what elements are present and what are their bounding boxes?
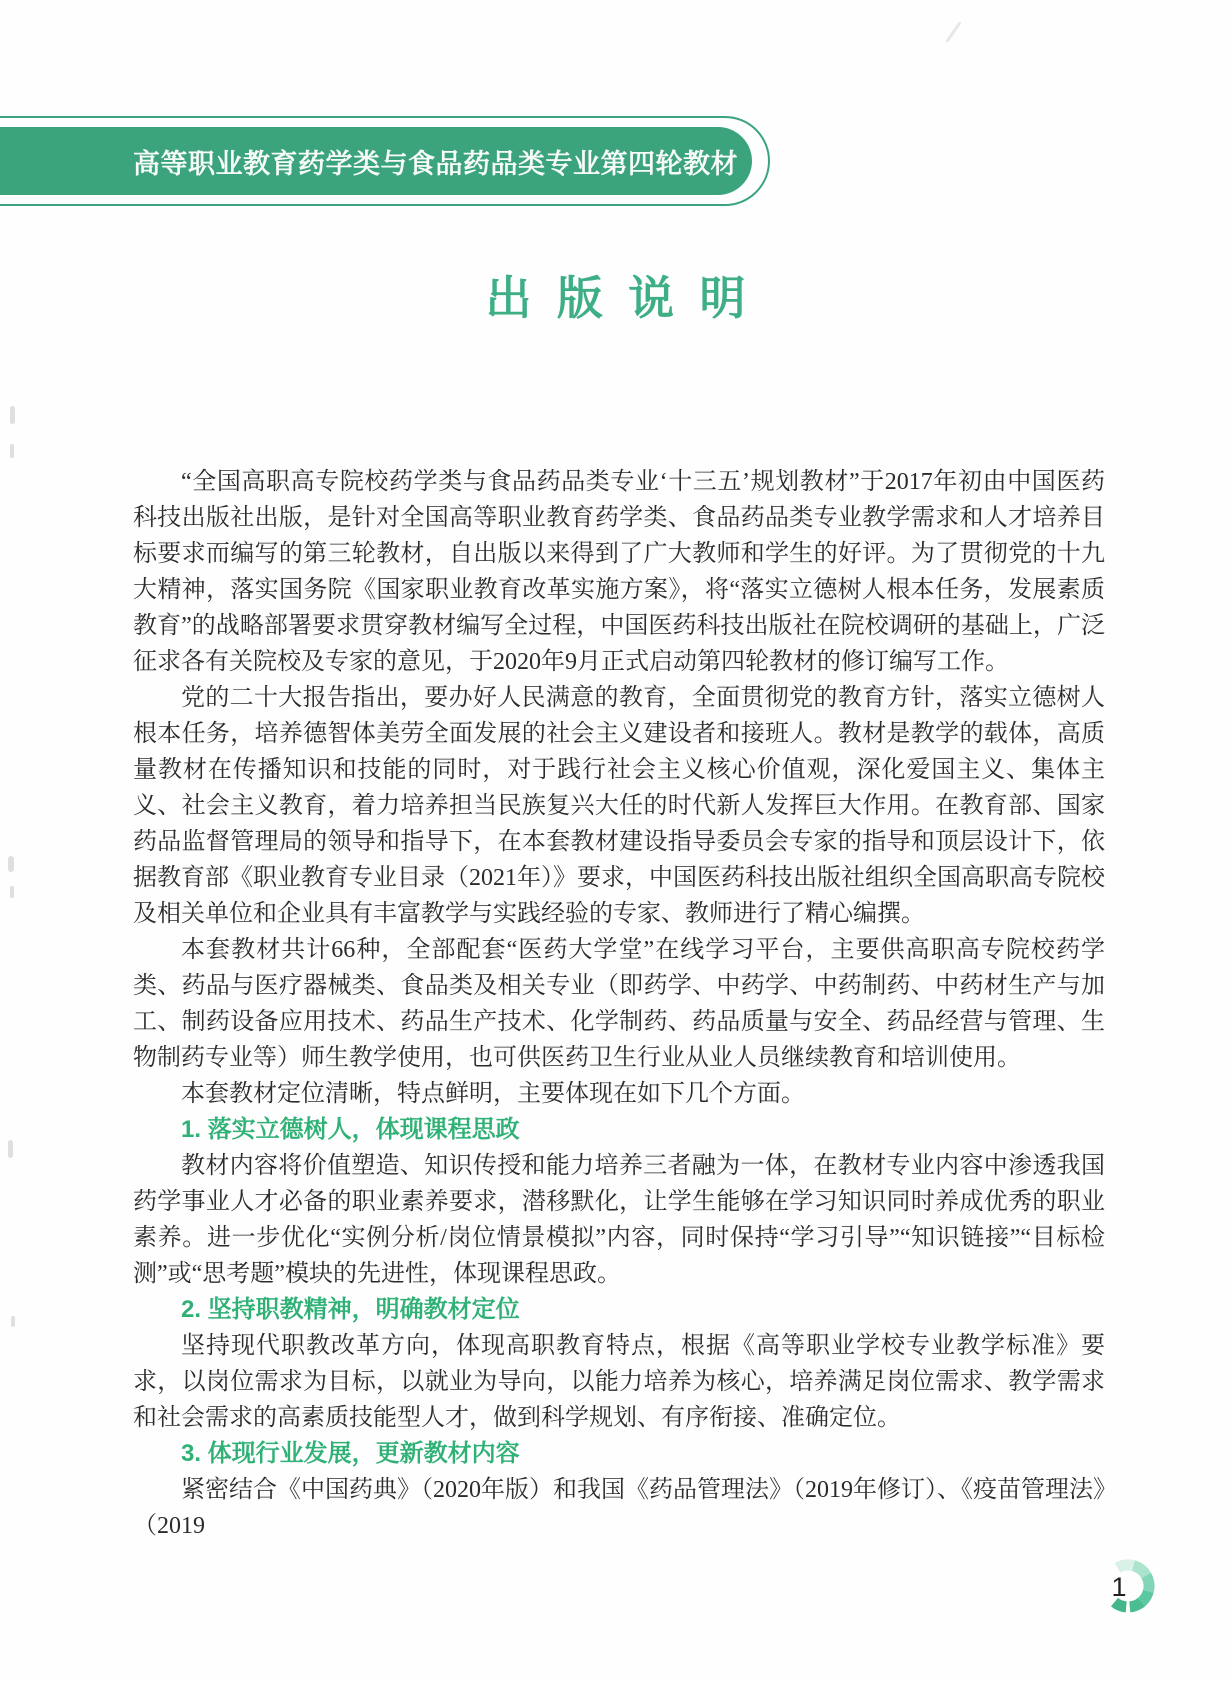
paragraph-section-2: 坚持现代职教改革方向，体现高职教育特点，根据《高等职业学校专业教学标准》要求，以岗位需求为目标，以就业为导向，以能力培养为核心，培养满足岗位需求、教学需求和社会需求的高素质技能型人才，做到科学规划、有序衔接、准确定位。 [133, 1333, 1105, 1431]
page-title: 出版说明 [485, 273, 771, 324]
scan-artifact [945, 21, 961, 42]
scan-artifact [8, 1140, 13, 1158]
series-banner-label: 高等职业教育药学类与食品药品类专业第四轮教材 [133, 148, 738, 179]
scan-artifact [8, 856, 14, 872]
section-heading-1: 1. 落实立德树人，体现课程思政 [181, 1116, 520, 1143]
paragraph-section-3: 紧密结合《中国药典》（2020年版）和我国《药品管理法》（2019年修订）、《疫苗管理法》（2019 [133, 1477, 1105, 1539]
scan-artifact [10, 886, 14, 898]
series-banner [0, 127, 752, 195]
paragraph-features-intro: 本套教材定位清晰，特点鲜明，主要体现在如下几个方面。 [181, 1081, 805, 1107]
paragraph-section-1: 教材内容将价值塑造、知识传授和能力培养三者融为一体，在教材专业内容中渗透我国药学事业人才必备的职业素养要求，潜移默化，让学生能够在学习知识同时养成优秀的职业素养。进一步优化“实例分析/岗位情景模拟”内容，同时保持“学习引导”“知识链接”“目标检测”或“思考题”模块的先进性，体现课程思政。 [133, 1153, 1105, 1287]
scan-artifact [10, 444, 14, 458]
document-body [133, 464, 1105, 1544]
page-number: 1 [1111, 1572, 1127, 1602]
paragraph-party-congress: 党的二十大报告指出，要办好人民满意的教育，全面贯彻党的教育方针，落实立德树人根本任务，培养德智体美劳全面发展的社会主义建设者和接班人。教材是教学的载体，高质量教材在传播知识和技能的同时，对于践行社会主义核心价值观，深化爱国主义、集体主义、社会主义教育，着力培养担当民族复兴大任的时代新人发挥巨大作用。在教育部、国家药品监督管理局的领导和指导下，在本套教材建设指导委员会专家的指导和顶层设计下，依据教育部《职业教育专业目录（2021年）》要求，中国医药科技出版社组织全国高职高专院校及相关单位和企业具有丰富教学与实践经验的专家、教师进行了精心编撰。 [133, 685, 1105, 927]
paragraph-series-scope: 本套教材共计66种，全部配套“医药大学堂”在线学习平台，主要供高职高专院校药学类、药品与医疗器械类、食品类及相关专业（即药学、中药学、中药制药、中药材生产与加工、制药设备应用技术、药品生产技术、化学制药、药品质量与安全、药品经营与管理、生物制药专业等）师生教学使用，也可供医药卫生行业从业人员继续教育和培训使用。 [133, 937, 1105, 1071]
scan-artifact [10, 406, 15, 424]
section-heading-3: 3. 体现行业发展，更新教材内容 [181, 1440, 520, 1467]
scan-artifact [11, 1316, 15, 1327]
section-heading-2: 2. 坚持职教精神，明确教材定位 [181, 1296, 520, 1323]
paragraph-publication-history: “全国高职高专院校药学类与食品药品类专业‘十三五’规划教材”于2017年初由中国医药科技出版社出版，是针对全国高等职业教育药学类、食品药品类专业教学需求和人才培养目标要求而编写的第三轮教材，自出版以来得到了广大教师和学生的好评。为了贯彻党的十九大精神，落实国务院《国家职业教育改革实施方案》，将“落实立德树人根本任务，发展素质教育”的战略部署要求贯穿教材编写全过程，中国医药科技出版社在院校调研的基础上，广泛征求各有关院校及专家的意见，于2020年9月正式启动第四轮教材的修订编写工作。 [133, 469, 1105, 675]
